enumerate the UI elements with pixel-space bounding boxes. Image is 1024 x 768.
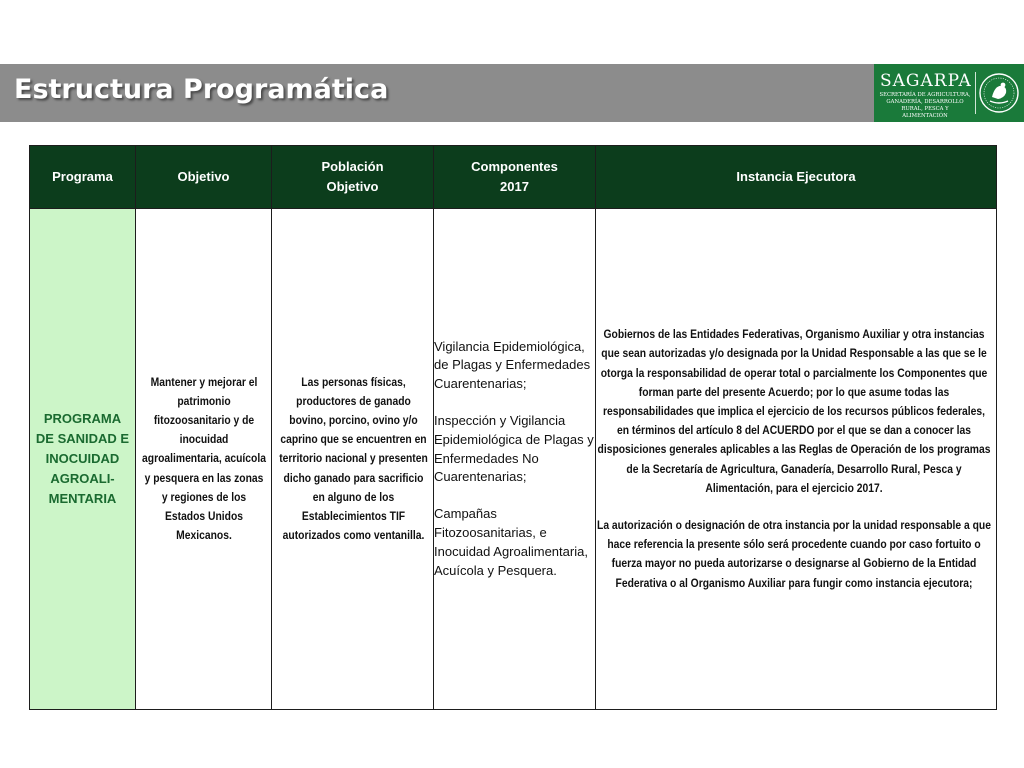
poblacion-text: Las personas físicas, productores de ganado bovino, porcino, ovino y/o caprino que se encuentren en territorio nacional y presenten dicho ganado para sacrificio en alguno de los Establecimientos TIF autorizados como ventanilla. (279, 374, 428, 543)
programa-line: INOCUIDAD (45, 451, 120, 466)
header-componentes (434, 146, 596, 209)
instancia-paragraph: Gobiernos de las Entidades Federativas, Organismo Auxiliar y otra instancias que sean autorizadas y/o designada por la Unidad Responsable a las que se le otorga la responsabilidad de operar total o parcialmente los Componentes que forman parte del presente Acuerdo; por lo que asume todas las responsabilidades que implica el ejercicio de los recursos públicos federales, en términos del artículo 8 del ACUERDO por el que se dan a conocer las disposiciones generales aplicables a las Reglas de Operación de los programas de la Secretaría de Agricultura, Ganadería, Desarrollo Rural, Pesca y Alimentación, para el ejercicio 2017. (597, 327, 991, 495)
header-instancia-ejecutora: Instancia Ejecutora (596, 146, 997, 209)
programa-line: DE SANIDAD E (35, 431, 130, 446)
table-header-row (30, 146, 997, 209)
header-poblacion-objetivo (272, 146, 434, 209)
logo-divider (975, 72, 976, 114)
sagarpa-logo (874, 64, 1024, 122)
coat-of-arms-icon (978, 71, 1020, 115)
header-objetivo: Objetivo (136, 146, 272, 209)
componente-item: Vigilancia Epidemiológica, de Plagas y Enfermedades Cuarentenarias; (434, 338, 591, 392)
cell-poblacion-objetivo (272, 209, 434, 710)
logo-subtitle: SECRETARÍA DE AGRICULTURA, GANADERÍA, DESARROLLO RURAL, PESCA Y ALIMENTACIÓN (879, 92, 971, 119)
program-structure-table (29, 145, 997, 710)
objetivo-text: Mantener y mejorar el patrimonio fitozoosanitario y de inocuidad agroalimentaria, acuícola y pesquera en las zonas y regiones de los Estados Unidos Mexicanos. (142, 374, 266, 543)
header-componentes-line-2: 2017 (500, 179, 529, 194)
cell-programa (30, 209, 136, 710)
componente-item: Campañas Fitozoosanitarias, e Inocuidad Agroalimentaria, Acuícola y Pesquera. (434, 506, 588, 578)
header-componentes-line-1: Componentes (471, 159, 558, 174)
header-poblacion-line-2: Objetivo (326, 179, 379, 194)
programa-line: AGROALI- (50, 471, 115, 486)
logo-name: SAGARPA (880, 71, 972, 91)
header-programa: Programa (30, 146, 136, 209)
programa-line: MENTARIA (48, 491, 117, 506)
componente-item: Inspección y Vigilancia Epidemiológica de Plagas y Enfermedades No Cuarentenarias; (434, 413, 594, 485)
cell-componentes (434, 209, 596, 710)
header-poblacion-line-1: Población (321, 159, 384, 174)
cell-objetivo (136, 209, 272, 710)
table-row (30, 209, 997, 710)
programa-line: PROGRAMA (43, 411, 122, 426)
instancia-paragraph: La autorización o designación de otra instancia por la unidad responsable a que hace referencia la presente sólo será procedente cuando por caso fortuito o fuerza mayor no pueda autorizarse o designarse al Gobierno de la Entidad Federativa o al Organismo Auxiliar para fungir como instancia ejecutora; (597, 518, 991, 590)
page-title: Estructura Programática (14, 74, 389, 105)
title-bar (0, 64, 1024, 122)
cell-instancia-ejecutora (596, 209, 997, 710)
